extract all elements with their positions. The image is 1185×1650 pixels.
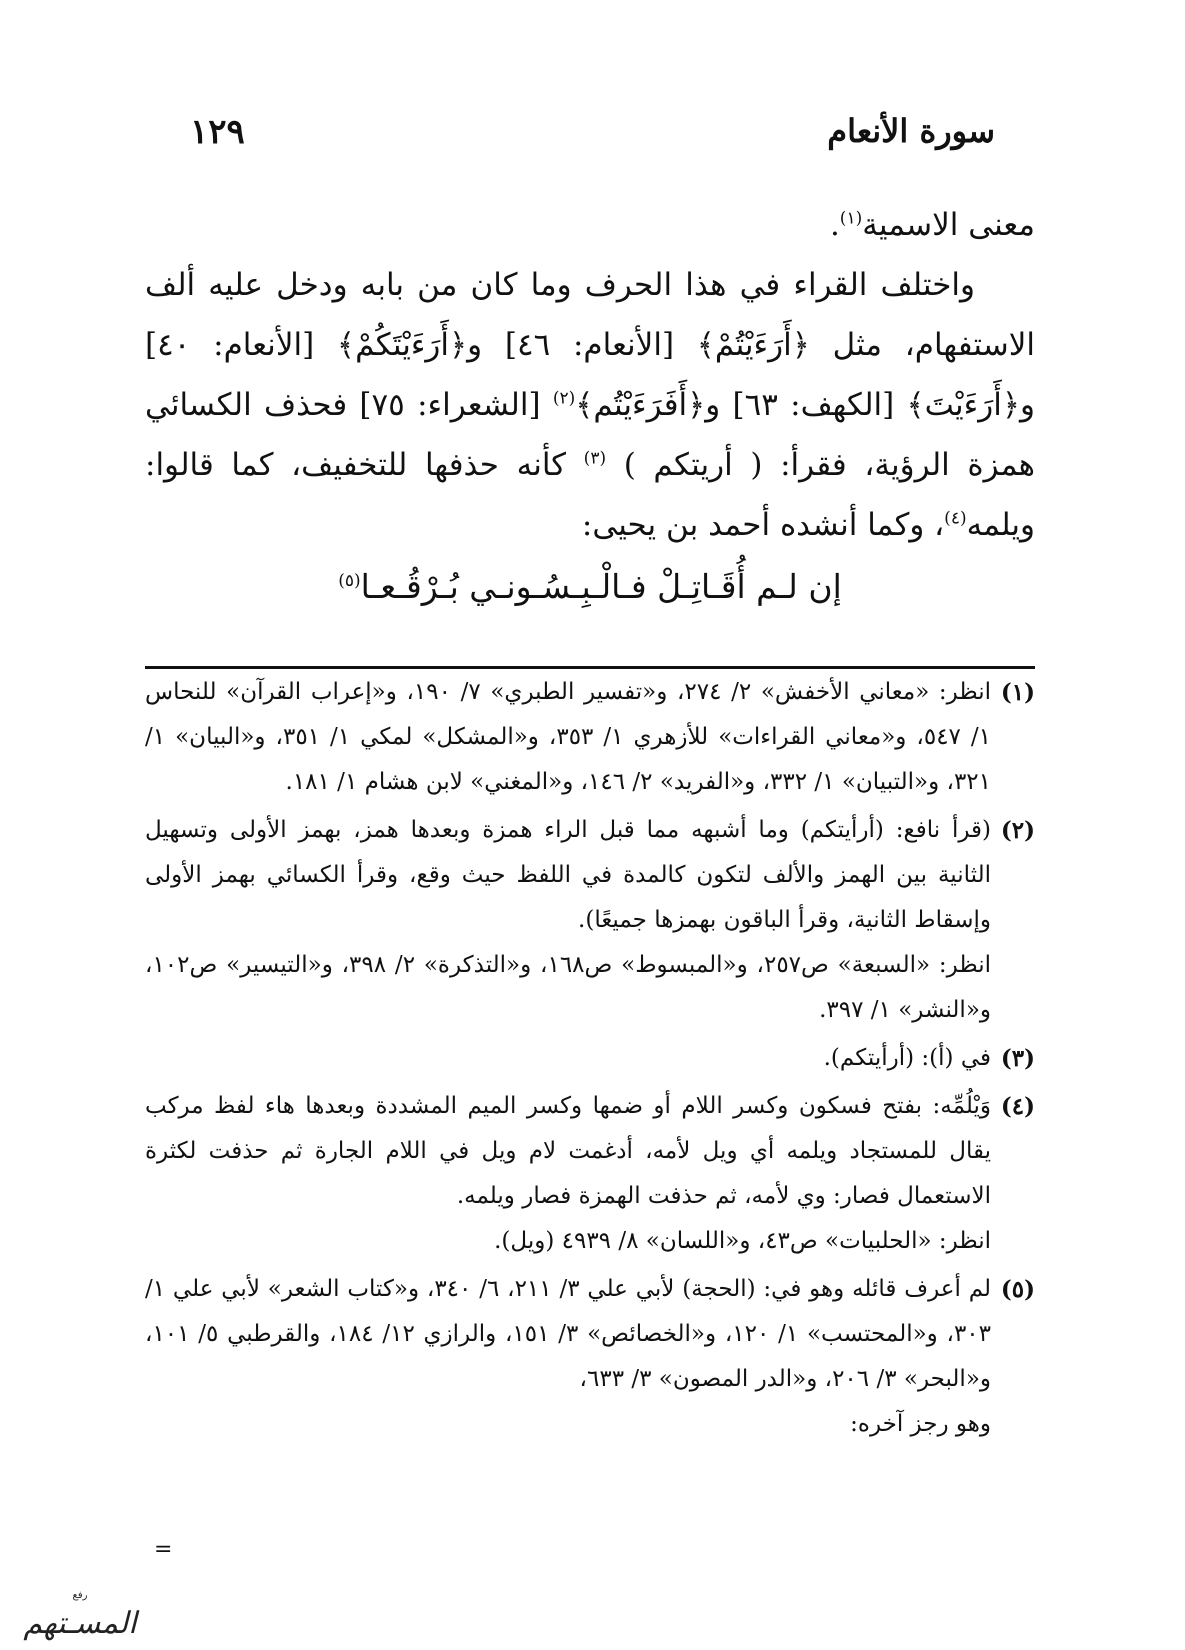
paragraph-text-b: [الشعراء: ٧٥] فحذف الكسائي همزة الرؤية، فقرأ: ( أريتكم ) xyxy=(145,387,1035,483)
footnote-separator xyxy=(145,666,1035,669)
logo-subtext: رفع xyxy=(72,1590,88,1601)
footnote-text: انظر: «السبعة» ص٢٥٧، و«المبسوط» ص١٦٨، و«التذكرة» ٢/ ٣٩٨، و«التيسير» ص١٠٢، و«النشر» ١/ ٣٩٧. xyxy=(145,952,991,1023)
footnote-1 xyxy=(145,670,1035,805)
paragraph-text-a: واختلف القراء في هذا الحرف وما كان من بابه ودخل عليه ألف الاستفهام، مثل ﴿أَرَءَيْتُمْ﴾ [الأنعام: ٤٦] و﴿أَرَءَيْتَكُمْ﴾ [الأنعام: ٤٠] و﴿أَرَءَيْتَ﴾ [الكهف: ٦٣] و﴿أَفَرَءَيْتُم﴾ xyxy=(145,267,1035,423)
footnote-ref-2[interactable]: (٢) xyxy=(552,388,576,409)
publisher-logo xyxy=(10,1590,150,1646)
paragraph-text-d: ، وكما أنشده أحمد بن يحيى: xyxy=(581,507,945,543)
footnote-text: في (أ): (أرأيتكم). xyxy=(823,1045,991,1071)
logo-text: المسـتهم xyxy=(23,1606,137,1641)
footnote-text: انظر: «معاني الأخفش» ٢/ ٢٧٤، و«تفسير الطبري» ٧/ ١٩٠، و«إعراب القرآن» للنحاس ١/ ٥٤٧، و«معاني القراءات» للأزهري ١/ ٣٥٣، و«المشكل» لمكي ١/ ٣٥١، و«البيان» ١/ ٣٢١، و«التبيان» ١/ ٣٣٢، و«الفريد» ٢/ ١٤٦، و«المغني» لابن هشام ١/ ١٨١. xyxy=(145,679,992,795)
paragraph-text-c: كأنه حذفها للتخفيف، كما قالوا: ويلمه xyxy=(145,447,1035,543)
footnote-number: (٥) xyxy=(1000,1276,1035,1303)
footnote-text: وهو رجز آخره: xyxy=(850,1411,991,1437)
footnote-ref-3[interactable]: (٣) xyxy=(583,448,607,469)
period: . xyxy=(829,207,840,243)
poetry-verse xyxy=(145,555,1035,619)
paragraph-1 xyxy=(145,195,1035,255)
running-head xyxy=(190,112,995,172)
verse-text: إن لـم أُقَـاتِـلْ فـالْـبِـسُـونـي بُـرْقُـعـا xyxy=(360,567,842,606)
footnote-text: انظر: «الحلبيات» ص٤٣، و«اللسان» ٨/ ٤٩٣٩ (ويل). xyxy=(494,1228,991,1254)
footnote-text: لم أعرف قائله وهو في: (الحجة) لأبي علي ٣/ ٢١١، ٦/ ٣٤٠، و«كتاب الشعر» لأبي علي ١/ ٣٠٣، و«المحتسب» ١/ ١٢٠، و«الخصائص» ٣/ ١٥١، والرازي ١٢/ ١٨٤، والقرطبي ٥/ ١٠١، و«البحر» ٣/ ٢٠٦، و«الدر المصون» ٣/ ٦٣٣، xyxy=(145,1276,992,1392)
continuation-mark: = xyxy=(154,1537,173,1562)
footnote-ref-1[interactable]: (١) xyxy=(839,208,863,229)
footnote-number: (١) xyxy=(1000,679,1035,706)
footnote-5 xyxy=(145,1267,1035,1447)
line-text: معنى الاسمية xyxy=(862,207,1035,243)
footnote-number: (٢) xyxy=(1000,817,1035,844)
footnote-number: (٤) xyxy=(1000,1093,1035,1120)
surah-title: سورة الأنعام xyxy=(827,112,995,150)
footnote-4 xyxy=(145,1084,1035,1264)
footnote-text: وَيْلُمِّه: بفتح فسكون وكسر اللام أو ضمها وكسر الميم المشددة وبعدها هاء لفظ مركب يقال للمستجاد ويلمه أي ويل لأمه، أدغمت لام ويل في اللام الجارة ثم حذفت لكثرة الاستعمال فصار: وي لأمه، ثم حذفت الهمزة فصار ويلمه. xyxy=(145,1093,991,1209)
footnote-ref-5[interactable]: (٥) xyxy=(338,571,361,591)
main-text xyxy=(145,195,1035,619)
footnote-number: (٣) xyxy=(1000,1045,1035,1072)
footnote-ref-4[interactable]: (٤) xyxy=(944,508,967,529)
footnote-2 xyxy=(145,808,1035,1033)
footnote-text: (قرأ نافع: (أرأيتكم) وما أشبهه مما قبل الراء همزة وبعدها همز، بهمز الأولى وتسهيل الثانية بين الهمز والألف لتكون كالمدة في اللفظ حيث وقع، وقرأ الكسائي بهمز الأولى وإسقاط الثانية، وقرأ الباقون بهمزها جميعًا). xyxy=(145,817,991,933)
paragraph-2 xyxy=(145,255,1035,555)
footnotes xyxy=(145,670,1035,1450)
page-number: ١٢٩ xyxy=(190,112,245,152)
footnote-3 xyxy=(145,1036,1035,1081)
